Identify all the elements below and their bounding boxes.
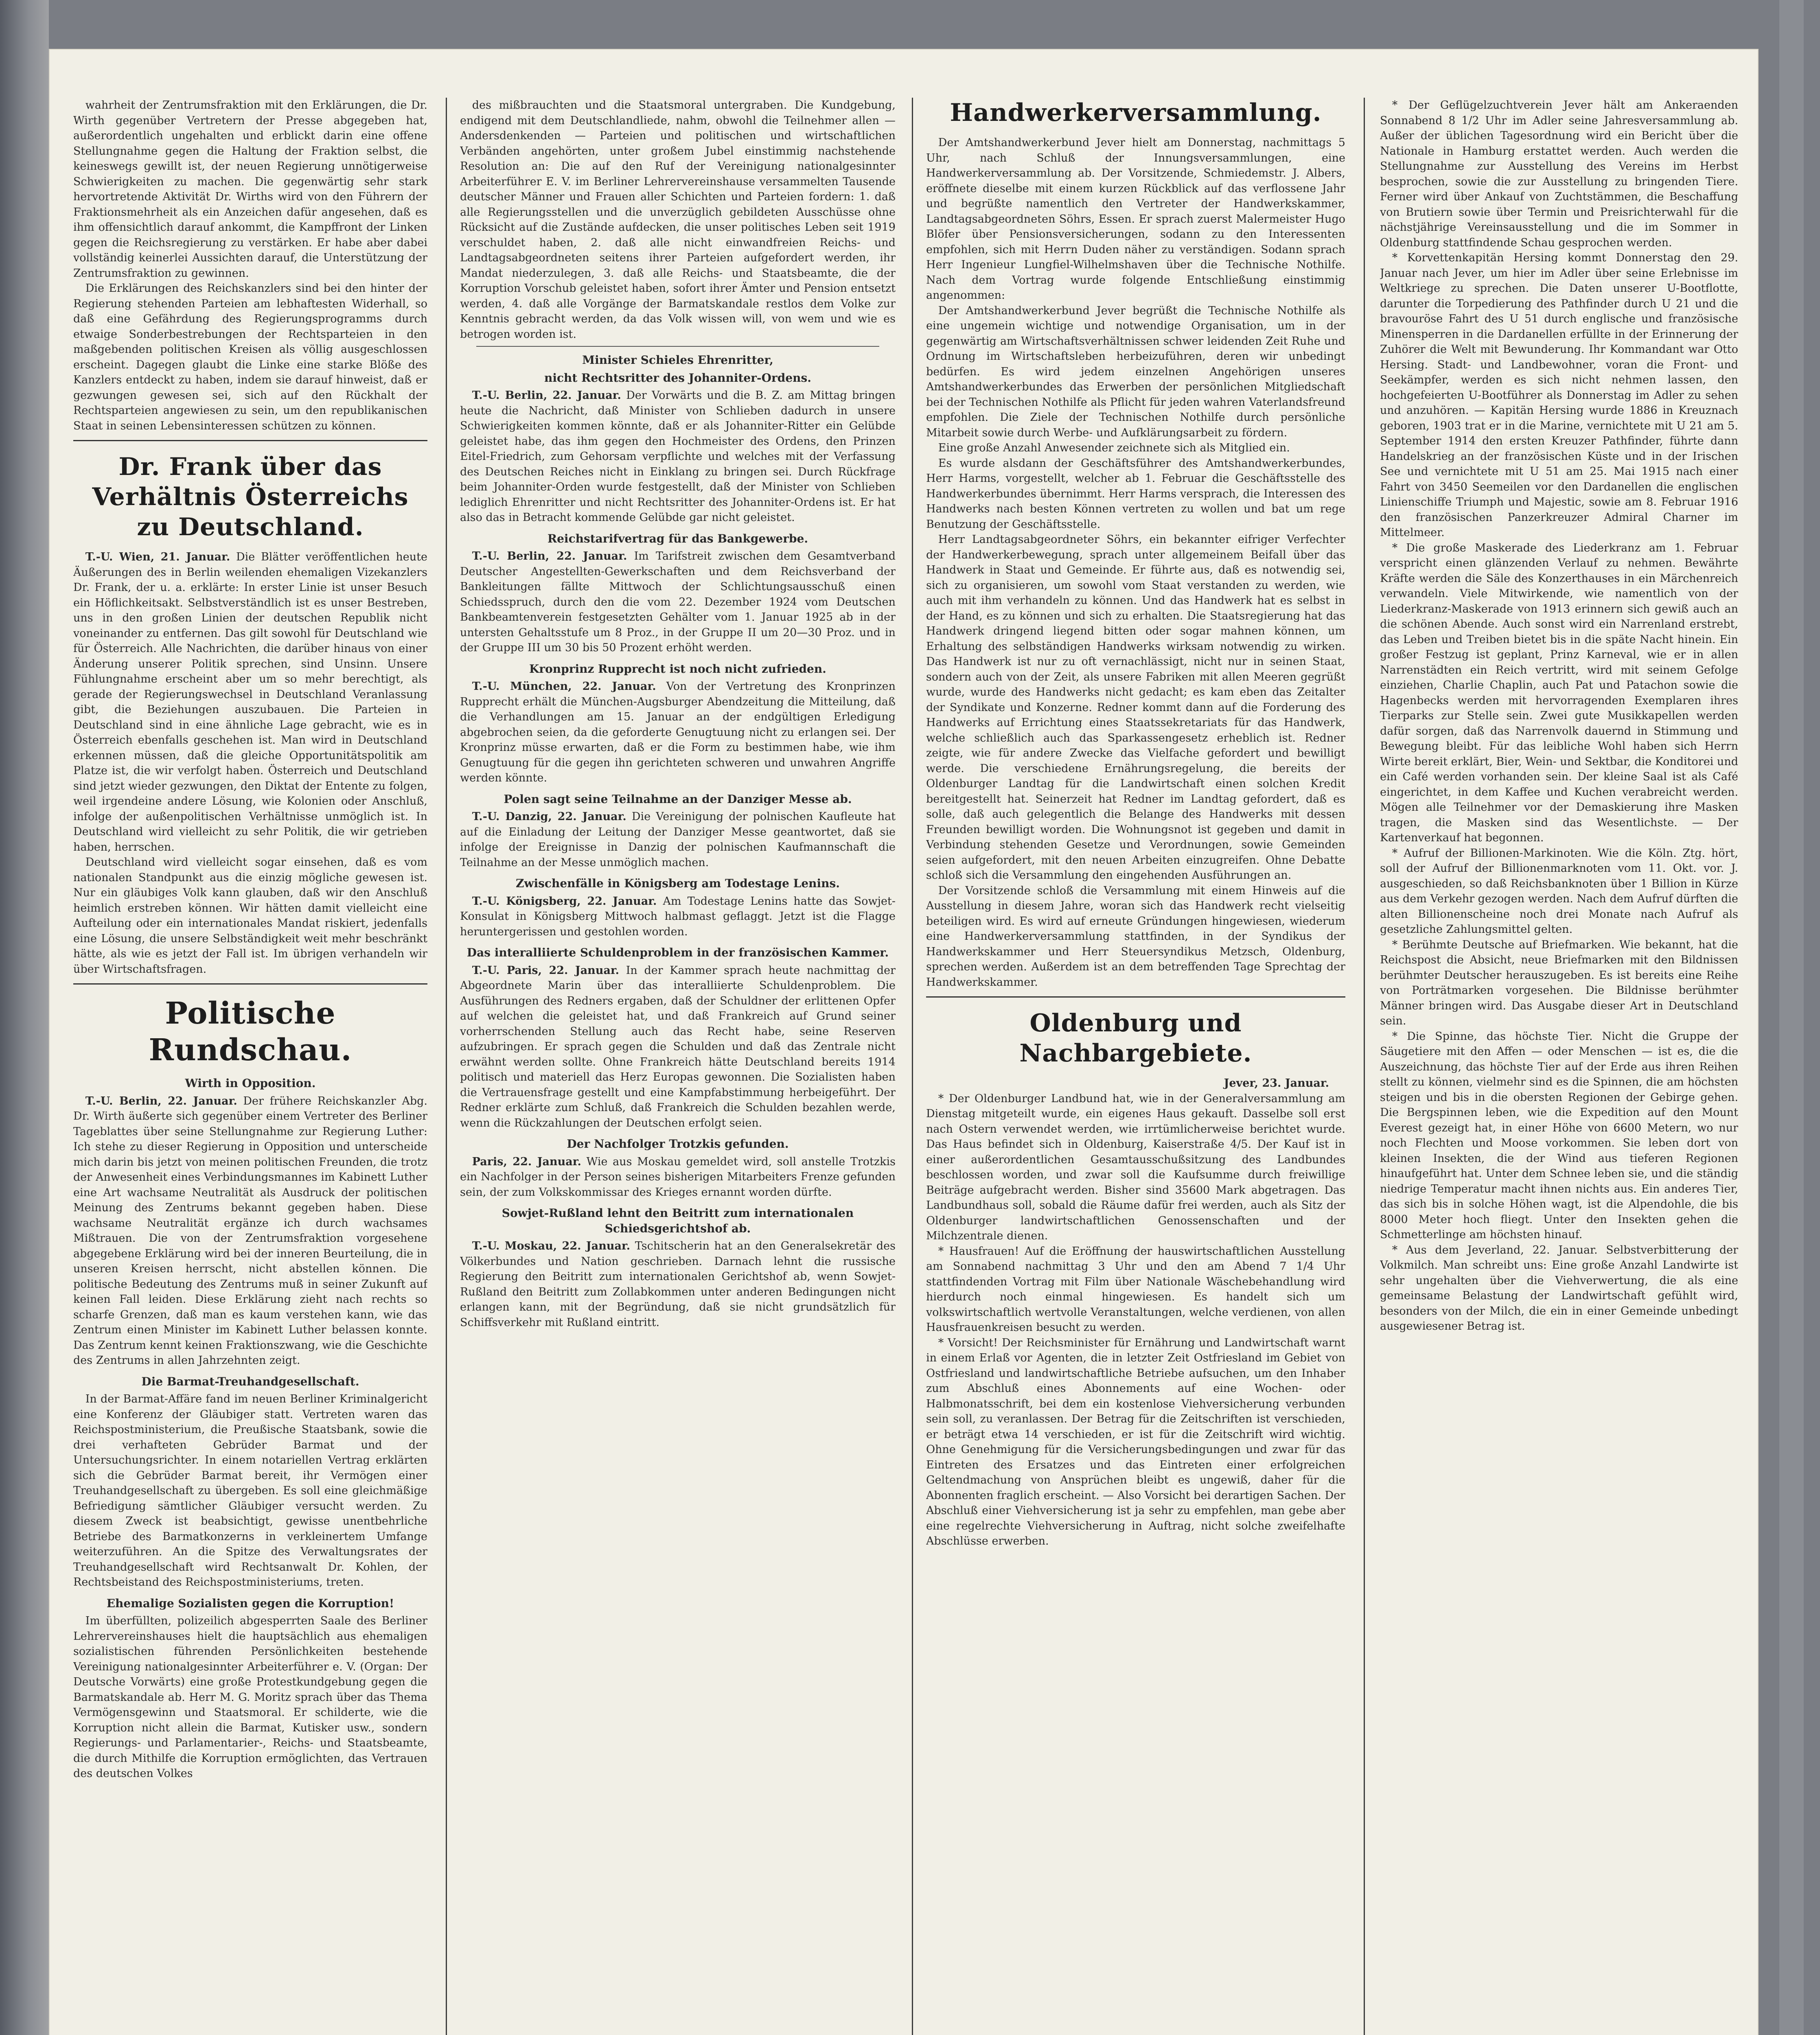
article-text: wahrheit der Zentrumsfraktion mit den Erklärungen, die Dr. Wirth gegenüber Vertretern der Presse abgegeben hat, außerordentlich ungehalten und erblickt darin eine offene Stellungnahme gegen die Haltung der Fraktion selbst, die keineswegs gewillt ist, der neuen Regierung unnötigerweise Schwierigkeiten zu machen. Die gegenwärtig sehr stark hervortretende Aktivität Dr. Wirths wird von den Führern der Fraktionsmehrheit als ein Anzeichen dafür angesehen, daß es ihm offensichtlich darauf ankommt, die Kampffront der Linken gegen die Reichsregierung zu verstärken. Er habe aber dabei vollständig keinerlei Aussichten darauf, die Unterstützung der Zentrumsfraktion zu gewinnen. <box>73 99 427 280</box>
dateline: T.-U. Wien, 21. Januar. <box>85 551 230 563</box>
article-text: * Berühmte Deutsche auf Briefmarken. Wie bekannt, hat die Reichspost die Absicht, neue Briefmarken mit den Bildnissen berühmter Deutscher herauszugeben. Es ist bereits eine Reihe von Porträtmarken vorgesehen. Die Bildnisse berühmter Männer bringen wird. Das Ausgabe dieser Art in Deutschland sein. <box>1380 938 1738 1027</box>
dateline: T.-U. Berlin, 22. Januar. <box>85 1094 237 1107</box>
dateline: T.-U. Königsberg, 22. Januar. <box>472 895 657 908</box>
article-text: Es wurde alsdann der Geschäftsführer des Amtshandwerkerbundes, Herr Harms, vorgestellt, welcher ab 1. Februar die Geschäftsstelle des Handwerkerbundes übernimmt. Herr Harms versprach, die Interessen des Handwerks nach besten Können vertreten zu wollen und bat um rege Benutzung der Geschäftsstelle. <box>926 457 1345 531</box>
subheading: Die Barmat-Treuhandgesellschaft. <box>141 1374 359 1388</box>
column-2 <box>460 98 896 2035</box>
subheading: Das interalliierte Schuldenproblem in der französischen Kammer. <box>466 946 889 959</box>
article-text: Der Vorwärts und die B. Z. am Mittag bringen heute die Nachricht, daß Minister von Schlieben dadurch in unsere Schwierigkeiten kommen könnte, daß er als Johanniter-Ritter ein Gelübde geleistet habe, das ihm gegen den Hochmeister des Ordens, den Prinzen Eitel-Friedrich, zum Gehorsam verpflichte und welches mit der Verfassung des Deutschen Reiches nicht in Einklang zu bringen sei. Durch Rückfrage beim Johanniter-Orden wurde festgestellt, daß der Minister von Schlieben lediglich Ehrenritter und nicht Rechtsritter des Johanniter-Ordens ist. Er hat also das in Betracht kommende Gelübde gar nicht geleistet. <box>460 389 896 524</box>
subheading: Zwischenfälle in Königsberg am Todestage Lenins. <box>515 877 840 890</box>
article-text: Der Amtshandwerkerbund Jever begrüßt die Technische Nothilfe als eine ungemein wichtige und notwendige Organisation, um in der gegenwärtig am Wirtschaftsverhältnissen schwer leidenden Zeit Ruhe und Ordnung im Wirtschaftsleben herbeizuführen, deren wir unbedingt bedürfen. Es wird jedem einzelnen Angehörigen unseres Amtshandwerkerbundes das Erwerben der persönlichen Mitgliedschaft bei der Technischen Nothilfe als Pflicht für jeden wahren Vaterlandsfreund empfohlen. Die Ziele der Technischen Nothilfe durch persönliche Mitarbeit sowie durch Werbe- und Aufklärungsarbeit zu fördern. <box>926 304 1345 439</box>
dateline: T.-U. München, 22. Januar. <box>472 680 656 693</box>
article-text: des mißbrauchten und die Staatsmoral untergraben. Die Kundgebung, endigend mit dem Deutschlandliede, nahm, obwohl die Teilnehmer allen — Andersdenkenden — Parteien und politischen und wirtschaftlichen Verbänden angehörten, unter großem Jubel einstimmig nachstehende Resolution an: Die auf den Ruf der Vereinigung nationalgesinnter Arbeiterführer E. V. im Berliner Lehrervereinshause versammelten Tausende deutscher Männer und Frauen aller Schichten und Parteien fordern: 1. daß alle Regierungsstellen und die unverzüglich gebildeten Ausschüsse ohne Rücksicht auf die Zustände aufdecken, die unser politisches Leben seit 1919 verschuldet haben, 2. daß alle nicht einwandfreien Reichs- und Landtagsabgeordneten seitens ihrer Parteien aufgefordert werden, ihr Mandat niederzulegen, 3. daß alle Reichs- und Staatsbeamte, die der Korruption Vorschub geleistet haben, sofort ihrer Ämter und Pension entsetzt werden, 4. daß alle Vorgänge der Barmatskandale restlos dem Volke zur Kenntnis gebracht werden, da das Volk wissen will, von wem und wie es betrogen worden ist. <box>460 99 896 341</box>
scanner-edge <box>1779 0 1804 2035</box>
divider <box>73 440 427 441</box>
headline-handwerkerversammlung: Handwerkerversammlung. <box>950 98 1322 127</box>
article-text: Der frühere Reichskanzler Abg. Dr. Wirth äußerte sich gegenüber einem Vertreter des Berliner Tageblattes über seine Stellungnahme zur Regierung Luther: Ich stehe zu dieser Regierung in Opposition und unterscheide mich darin bis jetzt von meinen politischen Freunden, die trotz der Anwesenheit eines Verbindungsmannes im Kabinett Luther eine Art wachsame Neutralität als Ausdruck der politischen Meinung des Zentrums bekannt gegeben haben. Diese wachsame Neutralität ergänze ich durch wachsames Mißtrauen. Die von der Zentrumsfraktion vorgesehene abgegebene Erklärung wird bei der inneren Beurteilung, die in unseren Kreisen herrscht, nicht abstellen können. Die politische Bedeutung des Zentrums muß in seiner Zukunft auf keinen Fall leiden. Diese Erklärung zieht nach rechts so scharfe Grenzen, daß man es kaum verstehen kann, wie das Zentrum einen Minister im Kabinett Luther belassen konnte. Das Zentrum kennt keinen Fraktionszwang, wie die Geschichte des Zentrums in allen Jahrzehnten zeigt. <box>73 1094 427 1367</box>
subheading: Kronprinz Rupprecht ist noch nicht zufrieden. <box>529 662 826 676</box>
article-text: Die Erklärungen des Reichskanzlers sind bei den hinter der Regierung stehenden Parteien am lebhaftesten Widerhall, so daß eine Gefährdung des Regierungsprogramms durch etwaige Sonderbestrebungen der Rechtsparteien in den maßgebenden politischen Kreisen als völlig ausgeschlossen erscheint. Dagegen glaubt die Linke eine starke Blöße des Kanzlers entdeckt zu haben, indem sie darauf hinweist, daß er gezwungen gewesen sei, sich auf den Rückhalt der Rechtsparteien angewiesen zu sein, um den republikanischen Staat in seinen Lebensinteressen schützen zu können. <box>73 282 427 432</box>
article-text: Tschitscherin hat an den Generalsekretär des Völkerbundes und Nation geschrieben. Darnach lehnt die russische Regierung den Beitritt zum internationalen Gerichtshof ab, wenn Sowjet-Rußland den Beitritt zum Zollabkommen unter anderen Bedingungen nicht erlangen kann, mit der Begründung, daß sie nicht grundsätzlich für Schiffsverkehr mit Rußland eintritt. <box>460 1240 896 1329</box>
article-text: * Die Spinne, das höchste Tier. Nicht die Gruppe der Säugetiere mit den Affen — oder Menschen — ist es, die die Auszeichnung, das höchste Tier auf der Erde aus ihren Reihen stellt zu können, vielmehr sind es die Spinnen, die am höchsten steigen und bis in die obersten Regionen der Gebirge gehen. Die Bergspinnen leben, wie die Expedition auf den Mount Everest gezeigt hat, in einer Höhe von 6600 Metern, wo nur noch Flechten und Moose vorkommen. Sie leben dort von kleinen Insekten, die der Wind aus tieferen Regionen hinaufgeführt hat. Unter dem Schnee leben sie, und die ständig niedrige Temperatur macht ihnen nichts aus. Ein anderes Tier, das sich bis in solche Höhen wagt, ist die Alpendohle, die bis 8000 Meter hoch fliegt. Unter den Insekten gehen die Schmetterlinge am höchsten hinauf. <box>1380 1030 1738 1241</box>
article-text: Im überfüllten, polizeilich abgesperrten Saale des Berliner Lehrervereinshauses hielt die hauptsächlich aus ehemaligen sozialistischen führenden Persönlichkeiten bestehende Vereinigung nationalgesinnter Arbeiterführer e. V. (Organ: Der Deutsche Vorwärts) eine große Protestkundgebung gegen die Barmatskandale ab. Herr M. G. Moritz sprach über das Thema Vermögensgewinn und Staatsmoral. Er schilderte, wie die Korruption nicht allein die Barmat, Kutisker usw., sondern Regierungs- und Parlamentarier-, Reichs- und Staatsbeamte, die durch Mithilfe die Korruption ermöglichten, das Vertrauen des deutschen Volkes <box>73 1615 427 1780</box>
article-text: Deutschland wird vielleicht sogar einsehen, daß es vom nationalen Standpunkt aus die einzig mögliche gewesen ist. Nur ein gläubiges Volk kann glauben, daß wir den Anschluß heimlich erstreben können. Wir hätten damit vielleicht eine Aufteilung oder ein internationales Mandat riskiert, jedenfalls eine Lösung, die unsere Selbständigkeit weit mehr beschränkt hätte, als wie es jetzt der Fall ist. Im übrigen verhandeln wir über Wirtschaftsfragen. <box>73 856 427 976</box>
article-text: * Aus dem Jeverland, 22. Januar. Selbstverbitterung der Volkmilch. Man schreibt uns: Eine große Anzahl Landwirte ist sehr ungehalten über die Viehverwertung, die als eine gemeinsame Belastung der Landwirtschaft gefühlt wird, besonders von der Milch, die ein in einer Gemeinde unbedingt ausgewiesener Betrag ist. <box>1380 1243 1738 1333</box>
divider <box>926 996 1345 998</box>
subheading: Der Nachfolger Trotzkis gefunden. <box>567 1137 789 1151</box>
article-text: Der Amtshandwerkerbund Jever hielt am Donnerstag, nachmittags 5 Uhr, nach Schluß der Innungsversammlungen, eine Handwerkerversammlung ab. Der Vorsitzende, Schmiedemstr. J. Albers, eröffnete dieselbe mit einem kurzen Rückblick auf das verflossene Jahr und begrüßte namentlich den Vertreter der Handwerkskammer, Landtagsabgeordneten Söhrs, Essen. Er sprach zuerst Malermeister Hugo Blöfer über Pensionsversicherungen, sodann zu den Interessenten empfohlen, sich mit Herrn Duden näher zu verständigen. Sodann sprach Herr Ingenieur Lungfiel-Wilhelmshaven über die Technische Nothilfe. Nach dem Vortrag wurde folgende Entschließung einstimmig angenommen: <box>926 136 1345 302</box>
article-text: Eine große Anzahl Anwesender zeichnete sich als Mitglied ein. <box>938 442 1290 454</box>
article-text: Am Todestage Lenins hatte das Sowjet-Konsulat in Königsberg Mittwoch halbmast geflaggt. Jetzt ist die Flagge heruntergerissen und gestohlen worden. <box>460 895 896 938</box>
dateline: Paris, 22. Januar. <box>472 1155 581 1168</box>
article-text: In der Barmat-Affäre fand im neuen Berliner Kriminalgericht eine Konferenz der Gläubiger statt. Vertreten waren das Reichspostministerium, die Preußische Staatsbank, sowie die drei verhafteten Gebrüder Barmat und der Untersuchungsrichter. In einem notariellen Vertrag erklärten sich die Gebrüder Barmat bereit, ihr Vermögen einer Treuhandgesellschaft zu übergeben. Es soll eine gleichmäßige Befriedigung sämtlicher Gläubiger versucht werden. Zu diesem Zweck ist beabsichtigt, gewisse unentbehrliche Betriebe des Barmatkonzerns in verkleinertem Umfange weiterzuführen. An die Spitze des Verwaltungsrates der Treuhandgesellschaft wird Rechtsanwalt Dr. Kohlen, der Rechtsbeistand des Reichspostministeriums, treten. <box>73 1393 427 1589</box>
divider <box>73 983 427 985</box>
article-text: * Der Oldenburger Landbund hat, wie in der Generalversammlung am Dienstag mitgeteilt wurde, ein eigenes Haus gekauft. Dasselbe soll erst nach Ostern verwendet werden, wie irrtümlicherweise berichtet wurde. Das Haus befindet sich in Oldenburg, Kaiserstraße 4/5. Der Kauf ist in einer außerordentlichen Gesamtausschußsitzung des Landbundes beschlossen worden, und zwar soll die Kaufsumme durch freiwillige Beiträge aufgebracht werden. Bisher sind 35600 Mark abgetragen. Das Landbundhaus soll, sobald die Räume dafür frei werden, auch als Sitz der Oldenburger landwirtschaftlichen Genossenschaften und der Milchzentrale dienen. <box>926 1092 1345 1242</box>
article-text: * Aufruf der Billionen-Markinoten. Wie die Köln. Ztg. hört, soll der Aufruf der Billionenmarknoten vom 11. Okt. vor. J. ausgeschieden, so daß Reichsbanknoten über 1 Billion in Kürze aus dem Verkehr gezogen werden. Nach dem Aufruf dürften die alten Billionenscheine noch drei Monate nach Aufruf als gesetzliche Zahlungsmittel gelten. <box>1380 847 1738 936</box>
subheading: nicht Rechtsritter des Johanniter-Ordens. <box>544 371 812 385</box>
subheading: Sowjet-Rußland lehnt den Beitritt zum internationalen Schiedsgerichtshof ab. <box>502 1206 854 1235</box>
article-text: In der Kammer sprach heute nachmittag der Abgeordnete Marin über das interalliierte Schuldenproblem. Die Ausführungen des Redners ergaben, daß der Schuldner der erlittenen Opfer auf welchen die geleistet hat, und daß Frankreich auf Grund seiner vorherrschenden Stellung auch das Recht habe, seine Reserven aufzubringen. Er sprach gegen die Schulden und daß das Zentrale nicht erwähnt werden sollte. Ohne Frankreich hätte Deutschland bereits 1914 politisch und materiell das Herz Europas gewonnen. Die Sozialisten haben die Vertrauensfrage gestellt und eine Kampfabstimmung herbeigeführt. Der Redner erklärte zum Schluß, daß Frankreich die Schulden bezahlen werde, wenn die Rückzahlungen der Deutschen erfolgt seien. <box>460 964 896 1129</box>
divider <box>476 346 879 347</box>
article-text: * Der Geflügelzuchtverein Jever hält am Ankeraenden Sonnabend 8 1/2 Uhr im Adler seine Jahresversammlung ab. Außer der üblichen Tagesordnung wird ein Bericht über die Nationale in Hamburg erstattet werden. Auch werden die Stellungnahme zur Ausstellung des Vereins im Herbst besprochen, sowie die zur Ausstellung zu bringenden Tiere. Ferner wird über Ankauf von Zuchtstämmen, die Beschaffung von Brutiern sowie über Termin und Preisrichterwahl für die nächstjährige Vereinsausstellung und die im Sommer in Oldenburg stattfindende Schau gesprochen werden. <box>1380 99 1738 249</box>
column-4 <box>1380 98 1738 2035</box>
subheading: Polen sagt seine Teilnahme an der Danziger Messe ab. <box>504 792 852 806</box>
article-text: * Vorsicht! Der Reichsminister für Ernährung und Landwirtschaft warnt in einem Erlaß vor Agenten, die in letzter Zeit Ostfriesland im Gebiet von Ostfriesland und landwirtschaftliche Betriebe aufsuchen, um den Inhaber zum Abschluß eines Abonnements auf eine Wochen- oder Halbmonatsschrift, bei dem ein kostenlose Viehversicherung verbunden sein soll, zu veranlassen. Der Betrag für die Zeitschriften ist verschieden, er beträgt etwa 14 verschieden, er ist für die Zeitschrift wird wichtig. Ohne Genehmigung für die Versicherungsbedingungen und zwar für das Eintreten des Ersatzes und das Eintreten einer erfolgreichen Geltendmachung von Ansprüchen bleibt es ungewiß, daher für die Abonnenten fraglich erscheint. — Also Vorsicht bei derartigen Sachen. Der Abschluß einer Viehversicherung ist ja sehr zu empfehlen, man gebe aber eine regelrechte Viehversicherung in Auftrag, nicht solche zweifelhafte Abschlüsse erwerben. <box>926 1336 1345 1547</box>
subheading: Minister Schieles Ehrenritter, <box>582 353 773 367</box>
article-text: Der Vorsitzende schloß die Versammlung mit einem Hinweis auf die Ausstellung in diesem Jahre, woran sich das Handwerk recht vielseitig beteiligen wird. Es wird auf erneute Gründungen hingewiesen, wiederum eine Handwerkerversammlung stattfinden, in der Syndikus der Handwerkskammer und Herr Steuersyndikus Metzsch, Oldenburg, sprechen werden. Außerdem ist an dem betreffenden Tage Sprechtag der Handwerkskammer. <box>926 884 1345 989</box>
subheading: Reichstarifvertrag für das Bankgewerbe. <box>547 532 808 545</box>
article-text: * Hausfrauen! Auf die Eröffnung der hauswirtschaftlichen Ausstellung am Sonnabend nachmittag 3 Uhr und den am Abend 7 1/4 Uhr stattfindenden Vortrag mit Film über Nationale Wäschebehandlung wird hierdurch noch einmal hingewiesen. Es handelt sich um volkswirtschaftlich wertvolle Veranstaltungen, welche verdienen, von allen Hausfrauenkreisen besucht zu werden. <box>926 1245 1345 1334</box>
dateline: T.-U. Paris, 22. Januar. <box>472 964 620 977</box>
subheading: Ehemalige Sozialisten gegen die Korruption! <box>106 1596 394 1610</box>
headline-frank: Dr. Frank über das Verhältnis Österreichs zu Deutschland. <box>92 453 409 541</box>
column-rule <box>446 98 447 2035</box>
article-text: Wie aus Moskau gemeldet wird, soll anstelle Trotzkis ein Nachfolger in der Person seines bisherigen Mitarbeiters Frenze gefunden sein, der zum Volkskommissar des Krieges ernannt worden dürfte. <box>460 1155 896 1199</box>
dateline: T.-U. Berlin, 22. Januar. <box>472 550 627 562</box>
article-text: * Die große Maskerade des Liederkranz am 1. Februar verspricht einen glänzenden Verlauf zu nehmen. Bewährte Kräfte werden die Säle des Konzerthauses in ein Märchenreich verwandeln. Viele Mitwirkende, wie namentlich von der Liederkranz-Maskerade von 1913 erinnern sich gewiß auch an die schönen Abende. Auch sonst wird ein Narrenland erstrebt, das Leben und Treiben bietet bis in die späte Nacht hinein. Ein großer Festzug ist geplant, Prinz Karneval, wie er in allen Narrenstädten ein Reich vertritt, wird mit seinem Gefolge einziehen, Charlie Chaplin, auch Pat und Patachon sowie die Hagenbecks werden mit hervorragenden Exemplaren ihres Tierparks zur Stelle sein. Zwei gute Musikkapellen werden dafür sorgen, daß das Narrenvolk dauernd in Stimmung und Bewegung bleibt. Für das leibliche Wohl haben sich Herrn Wirte bereit erklärt, Bier, Wein- und Sektbar, die Konditorei und ein Café werden vorhanden sein. Der kleine Saal ist als Café eingerichtet, in dem Kaffee und Kuchen verabreicht werden. Mögen alle Teilnehmer vor der Demaskierung ihre Masken tragen, die Masken sind das Wesentlichste. — Der Kartenverkauf hat begonnen. <box>1380 541 1738 844</box>
dateline: T.-U. Moskau, 22. Januar. <box>472 1240 631 1252</box>
dateline: T.-U. Danzig, 22. Januar. <box>472 810 626 823</box>
headline-politische-rundschau: Politische Rundschau. <box>149 996 352 1068</box>
article-text: Die Blätter veröffentlichen heute Äußerungen des in Berlin weilenden ehemaligen Vizekanzlers Dr. Frank, der u. a. erklärte: In erster Linie ist unser Besuch ein Höflichkeitsakt. Selbstverständlich ist es unser Bestreben, uns in den großen Linien der deutschen Republik nicht voneinander zu entfernen. Das gilt sowohl für Deutschland wie für Österreich. Alle Nachrichten, die darüber hinaus von einer Änderung unserer Politik sprechen, sind Unsinn. Unsere Fühlungnahme erscheint aber um so mehr berechtigt, als gerade der Regierungswechsel in Deutschland Veranlassung gibt, die Beziehungen auszubauen. Die Parteien in Deutschland sind in eine ähnliche Lage gebracht, wie es in Österreich ebenfalls geschehen ist. Man wird in Deutschland erkennen müssen, daß die gleiche Opportunitätspolitik am Platze ist, die wir verfolgt haben. Österreich und Deutschland sind jetzt wieder gezwungen, den Diktat der Entente zu folgen, weil irgendeine andere Lösung, wie Kolonien oder Anschluß, infolge der außenpolitischen Verhältnisse unmöglich ist. In Deutschland wird vielleicht zu sehr Politik, die wir getrieben haben, herrschen. <box>73 551 427 853</box>
article-text: Die Vereinigung der polnischen Kaufleute hat auf die Einladung der Leitung der Danziger Messe geantwortet, daß sie infolge der Ereignisse in Danzig der polnischen Kaufmannschaft die Teilnahme an der Messe unmöglich machen. <box>460 810 896 869</box>
column-rule <box>1364 98 1365 2035</box>
article-text: Im Tarifstreit zwischen dem Gesamtverband Deutscher Angestellten-Gewerkschaften und dem Reichsverband der Bankleitungen fällte Mittwoch der Schlichtungsausschuß einen Schiedsspruch, durch den die vom 22. Dezember 1924 vom Deutschen Bankbeamtenverein festgesetzten Gehälter vom 1. Januar 1925 ab in der untersten Gehaltsstufe um 8 Proz., in der Gruppe II um 20—30 Proz. und in der Gruppe III um 30 bis 50 Prozent erhöht werden. <box>460 550 896 654</box>
article-text: Herr Landtagsabgeordneter Söhrs, ein bekannter eifriger Verfechter der Handwerkerbewegung, sprach unter allgemeinem Beifall über das Handwerk in Staat und Gemeinde. Er führte aus, daß es notwendig sei, sich zu organisieren, um sowohl vom Staat verstanden zu werden, wie auch mit ihm verhandeln zu können. Und das Handwerk hat es selbst in der Hand, es zu können und sich zu erhalten. Die Staatsregierung hat das Handwerk dringend liegend bitten oder sogar mahnen können, um Erhaltung des selbständigen Handwerks wirksam notwendig zu wirken. Das Handwerk ist nur zu oft vernachlässigt, nicht nur in seinen Staat, sondern auch von der Zeit, als unsere Fabriken mit allen Meeren gegrüßt wurde, wurde des Handwerks nicht gedacht; es kam eben das Zeitalter der Syndikate und Konzerne. Redner kommt dann auf die Forderung des Handwerks auf Errichtung eines Staatssekretariats für das Handwerk, welche schließlich auch das Sparkassengesetz erheblich ist. Redner zeigte, wie für andere Zwecke das Vielfache gefordert und bewilligt werde. Die verschiedene Ernährungsregelung, die bereits der Oldenburger Landtag für die Landwirtschaft einen solchen Kredit bereitgestellt hat. Seinerzeit hat Redner im Landtag gefordert, daß es solle, daß auch gelegentlich die Belange des Handwerks mit dessen Freunden bewilligt worden. Die Wohnungsnot ist gegeben und damit in Verbindung stehenden Gesetze und Verordnungen, sowie Gemeinden seien aufgefordert, mit den neuen Arbeiten einzugreifen. Ohne Debatte schloß sich die Versammlung den eingehenden Ausführungen an. <box>926 533 1345 882</box>
dateline: Jever, 23. Januar. <box>1224 1077 1329 1090</box>
dateline: T.-U. Berlin, 22. Januar. <box>472 389 621 402</box>
column-rule <box>912 98 913 2035</box>
book-binding-edge <box>0 0 49 2035</box>
column-3 <box>926 98 1345 2035</box>
article-text: Von der Vertretung des Kronprinzen Rupprecht erhält die München-Augsburger Abendzeitung die Mitteilung, daß die Verhandlungen am 15. Januar an der endgültigen Erledigung abgebrochen seien, da die geforderte Genugtuung nicht zu erlangen sei. Der Kronprinz müsse erwarten, daß er die Form zu bestimmen habe, wie ihm Genugtuung für die gegen ihn gerichteten schweren und unwahren Angriffe werden könnte. <box>460 680 896 784</box>
article-text: * Korvettenkapitän Hersing kommt Donnerstag den 29. Januar nach Jever, um hier im Adler über seine Erlebnisse im Weltkriege zu sprechen. Die Daten unserer U-Bootflotte, darunter die Torpedierung des Pathfinder durch U 21 und die bravouröse Fahrt des U 51 durch englische und französische Minensperren in die Dardanellen erfüllte in der Erinnerung der Zuhörer die Welt mit Bewunderung. Ihr Kommandant war Otto Hersing. Stadt- und Landbewohner, voran die Front- und Seekämpfer, werden es sich nicht nehmen lassen, den hochgefeierten U-Bootführer als Donnerstag im Adler zu sehen und anzuhören. — Kapitän Hersing wurde 1886 in Kreuznach geboren, 1903 trat er in die Marine, vernichtete mit U 21 am 5. September 1914 den ersten Kreuzer Pathfinder, führte dann Handelskrieg an der französischen Küste und in der Irischen See und vernichtete mit U 51 am 25. Mai 1915 nach einer Fahrt von 3450 Seemeilen vor den Dardanellen die englischen Linienschiffe Triumph und Majestic, sowie am 8. Februar 1916 den französischen Panzerkreuzer Admiral Charner im Mittelmeer. <box>1380 252 1738 539</box>
newspaper-page <box>49 49 1759 2035</box>
subheading: Wirth in Opposition. <box>185 1077 316 1090</box>
column-1 <box>73 98 427 2035</box>
headline-oldenburg: Oldenburg und Nachbargebiete. <box>1019 1009 1252 1068</box>
